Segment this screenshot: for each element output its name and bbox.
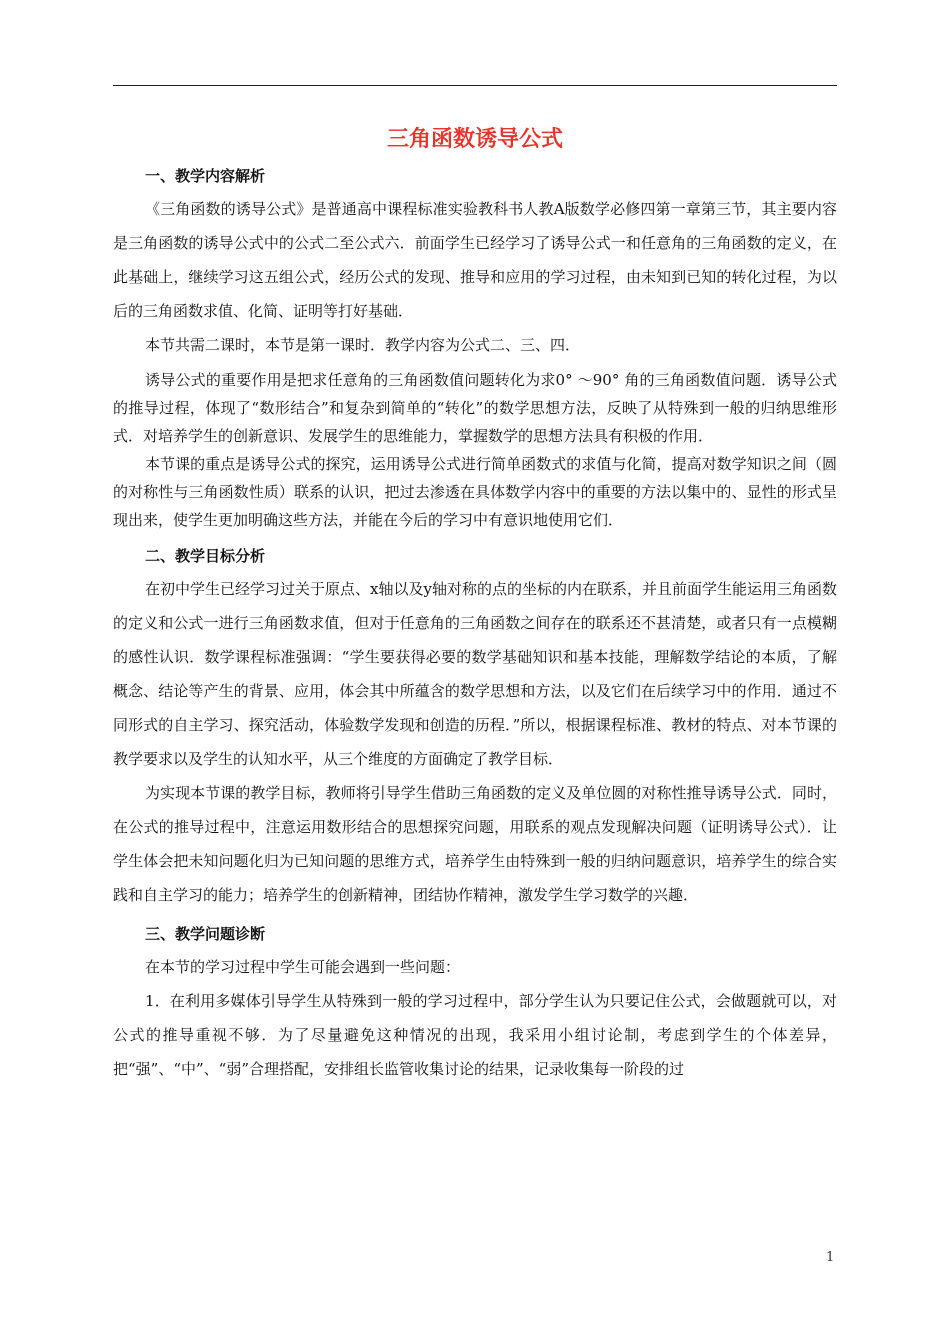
section-heading-content-analysis: 一、教学内容解析 bbox=[145, 167, 266, 185]
document-title: 三角函数诱导公式 bbox=[386, 127, 563, 152]
paragraph: 1．在利用多媒体引导学生从特殊到一般的学习过程中，部分学生认为只要记住公式，会做题就可以，对公式的推导重视不够．为了尽量避免这种情况的出现，我采用小组讨论制，考虑到学生的个体差异，把“强”、“中”、“弱”合理搭配，安排组长监管收集讨论的结果，记录收集每一阶段的过 bbox=[113, 992, 837, 1078]
section-heading-problem-diagnosis: 三、教学问题诊断 bbox=[145, 925, 266, 943]
section-heading-goal-analysis: 二、教学目标分析 bbox=[145, 547, 266, 565]
paragraph: 《三角函数的诱导公式》是普通高中课程标准实验教科书人教A版数学必修四第一章第三节，其主要内容是三角函数的诱导公式中的公式二至公式六．前面学生已经学习了诱导公式一和任意角的三角函数的定义，在此基础上，继续学习这五组公式，经历公式的发现、推导和应用的学习过程，由未知到已知的转化过程，为以后的三角函数求值、化简、证明等打好基础． bbox=[113, 200, 837, 320]
paragraph: 在本节的学习过程中学生可能会遇到一些问题： bbox=[145, 958, 461, 976]
page-number: 1 bbox=[826, 1250, 835, 1265]
paragraph: 为实现本节课的教学目标，教师将引导学生借助三角函数的定义及单位圆的对称性推导诱导公式．同时，在公式的推导过程中，注意运用数形结合的思想探究问题，用联系的观点发现解决问题（证明诱导公式）．让学生体会把未知问题化归为已知问题的思维方式，培养学生由特殊到一般的归纳问题意识，培养学生的综合实践和自主学习的能力；培养学生的创新精神，团结协作精神，激发学生学习数学的兴趣． bbox=[113, 784, 837, 904]
paragraph: 本节课的重点是诱导公式的探究，运用诱导公式进行简单函数式的求值与化简，提高对数学知识之间（圆的对称性与三角函数性质）联系的认识，把过去渗透在具体数学内容中的重要的方法以集中的、显性的形式呈现出来，使学生更加明确这些方法，并能在今后的学习中有意识地使用它们． bbox=[113, 455, 837, 529]
paragraph: 本节共需二课时，本节是第一课时．教学内容为公式二、三、四． bbox=[145, 336, 581, 354]
paragraph: 诱导公式的重要作用是把求任意角的三角函数值问题转化为求0° ～90° 角的三角函数值问题．诱导公式的推导过程，体现了“数形结合”和复杂到简单的“转化”的数学思想方法，反映了从特殊到一般的归纳思维形式．对培养学生的创新意识、发展学生的思维能力，掌握数学的思想方法具有积极的作用． bbox=[113, 371, 837, 445]
paragraph: 在初中学生已经学习过关于原点、x轴以及y轴对称的点的坐标的内在联系，并且前面学生能运用三角函数的定义和公式一进行三角函数求值，但对于任意角的三角函数之间存在的联系还不甚清楚，或者只有一点模糊的感性认识．数学课程标准强调：“学生要获得必要的数学基础知识和基本技能，理解数学结论的本质，了解概念、结论等产生的背景、应用，体会其中所蕴含的数学思想和方法，以及它们在后续学习中的作用．通过不同形式的自主学习、探究活动，体验数学发现和创造的历程．”所以，根据课程标准、教材的特点、对本节课的教学要求以及学生的认知水平，从三个维度的方面确定了教学目标． bbox=[113, 580, 837, 768]
header-rule bbox=[113, 85, 837, 86]
document-body bbox=[113, 158, 837, 1086]
